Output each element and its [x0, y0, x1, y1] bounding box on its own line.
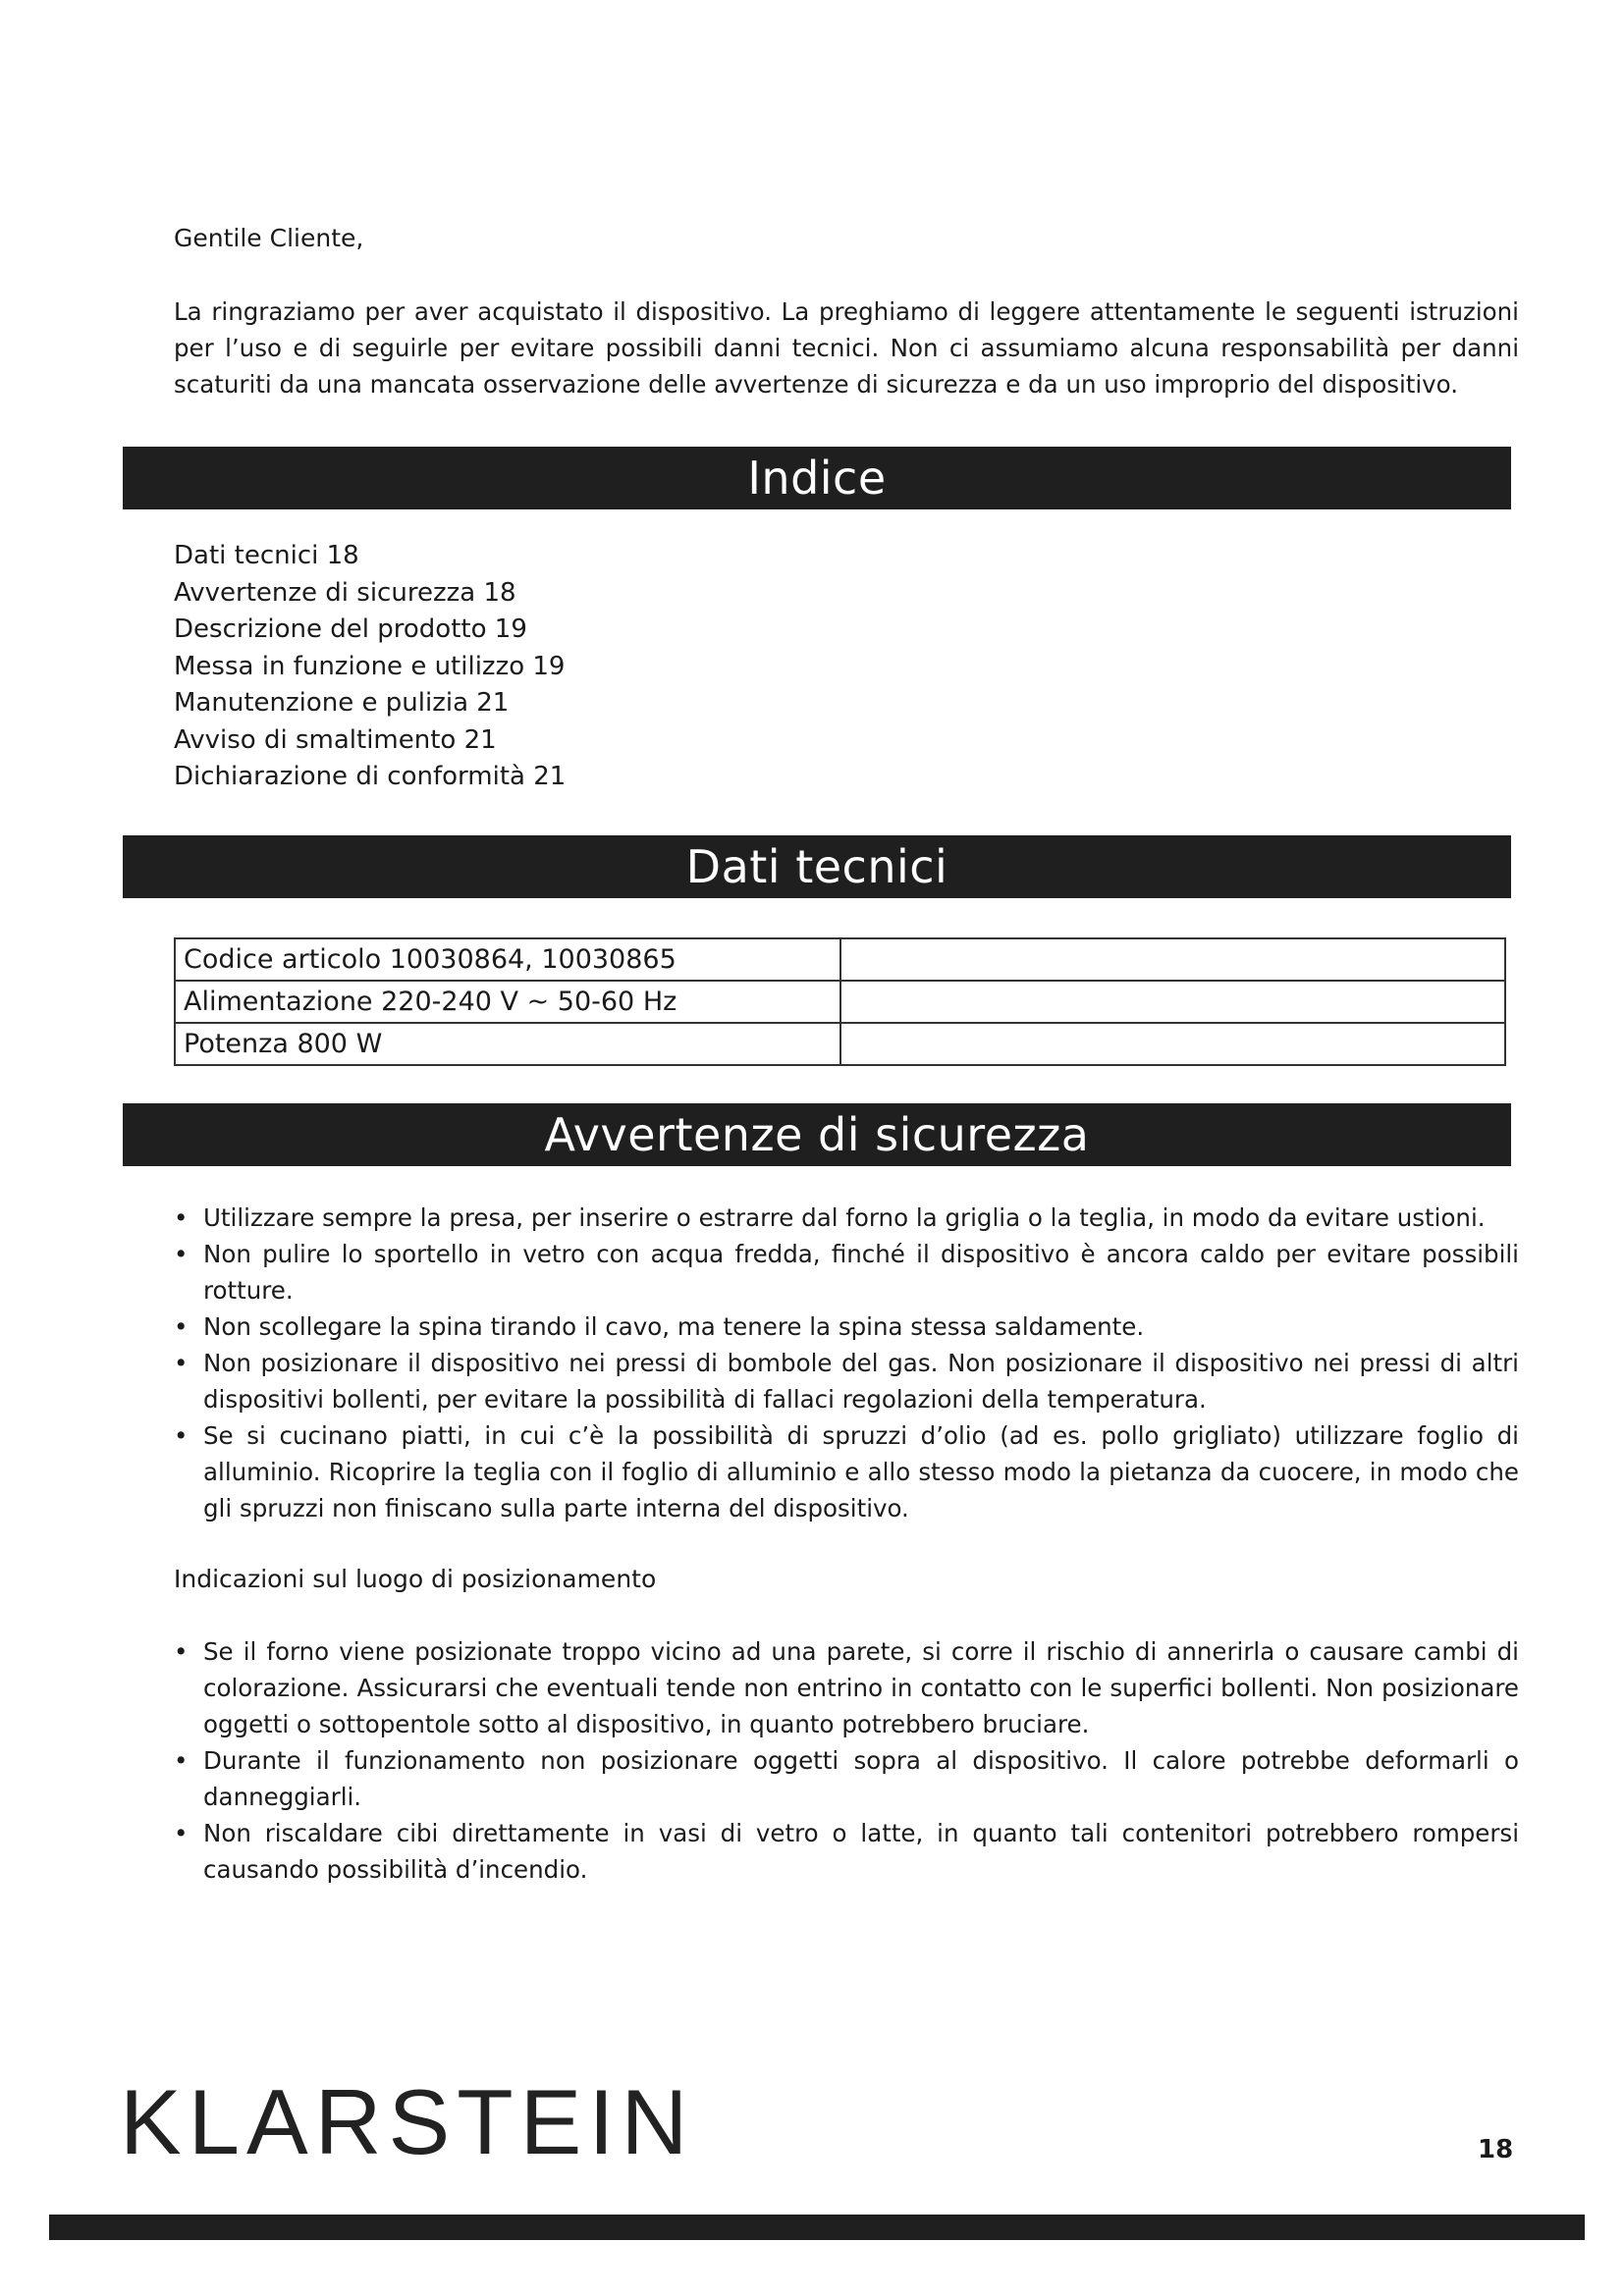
list-item: [174, 1200, 1519, 1236]
page-number: 18: [1478, 2135, 1514, 2164]
table-row: [175, 981, 1505, 1023]
bullet: •: [174, 1312, 189, 1341]
list-item-text: Durante il funzionamento non posizionare oggetti sopra al dispositivo. Il calore potrebbe deformarli o danneggiarli.: [203, 1746, 1519, 1811]
list-item: [174, 1308, 1519, 1345]
table-row: [175, 938, 1505, 981]
intro-paragraph: La ringraziamo per aver acquistato il dispositivo. La preghiamo di leggere attentamente le seguenti istruzioni per l’uso e di seguirle per evitare possibili danni tecnici. Non ci assumiamo alcuna responsabilità per danni scaturiti da una mancata osservazione delle avvertenze di sicurezza e da un uso improprio del dispositivo.: [174, 297, 1519, 399]
table-row: [175, 1023, 1505, 1065]
spec-cell: Codice articolo 10030864, 10030865: [175, 938, 840, 981]
spec-cell: Alimentazione 220-240 V ~ 50-60 Hz: [175, 981, 840, 1023]
list-item: [174, 1742, 1519, 1815]
section-header-indice: Indice: [123, 447, 1511, 509]
list-item: [174, 1417, 1519, 1526]
list-item: [174, 1236, 1519, 1308]
bullet: •: [174, 1203, 189, 1232]
footer-bar: [49, 2215, 1585, 2240]
toc-item: Descrizione del prodotto 19: [174, 614, 527, 644]
specs-table: [174, 937, 1506, 1066]
bullet: •: [174, 1349, 189, 1377]
brand-logo: KLARSTEIN: [120, 2070, 695, 2173]
list-item-text: Utilizzare sempre la presa, per inserire o estrarre dal forno la griglia o la teglia, in modo da evitare ustioni.: [203, 1203, 1486, 1232]
toc-item: Dichiarazione di conformità 21: [174, 762, 567, 791]
bullet: •: [174, 1637, 189, 1666]
section-header-dati-tecnici: Dati tecnici: [123, 835, 1511, 898]
list-item-text: Non pulire lo sportello in vetro con acqua fredda, finché il dispositivo è ancora caldo per evitare possibili rotture.: [203, 1240, 1519, 1305]
list-item: [174, 1345, 1519, 1417]
spec-cell: [840, 1023, 1505, 1065]
safety-list: [174, 1200, 1519, 1526]
list-item-text: Se il forno viene posizionate troppo vicino ad una parete, si corre il rischio di annerirla o causare cambi di colorazione. Assicurarsi che eventuali tende non entrino in contatto con le superfici bollenti. Non posizionare oggetti o sottopentole sotto al dispositivo, in quanto potrebbero bruciare.: [203, 1637, 1519, 1738]
table-of-contents: [174, 538, 566, 796]
list-item-text: Se si cucinano piatti, in cui c’è la possibilità di spruzzi d’olio (ad es. pollo grigliato) utilizzare foglio di alluminio. Ricoprire la teglia con il foglio di alluminio e allo stesso modo la pietanza da cuocere, in modo che gli spruzzi non finiscano sulla parte interna del dispositivo.: [203, 1421, 1519, 1522]
toc-item: Messa in funzione e utilizzo 19: [174, 651, 566, 681]
toc-item: Dati tecnici 18: [174, 541, 359, 570]
spec-cell: [840, 981, 1505, 1023]
list-item-text: Non scollegare la spina tirando il cavo, ma tenere la spina stessa saldamente.: [203, 1312, 1145, 1341]
bullet: •: [174, 1746, 189, 1775]
bullet: •: [174, 1819, 189, 1847]
section-header-avvertenze: Avvertenze di sicurezza: [123, 1103, 1511, 1166]
list-item-text: Non posizionare il dispositivo nei pressi di bombole del gas. Non posizionare il dispositivo nei pressi di altri dispositivi bollenti, per evitare la possibilità di fallaci regolazioni della temperatura.: [203, 1349, 1519, 1414]
placement-list: [174, 1633, 1519, 1888]
list-item-text: Non riscaldare cibi direttamente in vasi di vetro o latte, in quanto tali contenitori potrebbero rompersi causando possibilità d’incendio.: [203, 1819, 1519, 1884]
toc-item: Avvertenze di sicurezza 18: [174, 577, 516, 608]
placement-heading: Indicazioni sul luogo di posizionamento: [174, 1565, 657, 1593]
list-item: [174, 1815, 1519, 1888]
toc-item: Avviso di smaltimento 21: [174, 724, 497, 755]
toc-item: Manutenzione e pulizia 21: [174, 688, 510, 718]
greeting: Gentile Cliente,: [174, 224, 364, 252]
bullet: •: [174, 1240, 189, 1268]
spec-cell: [840, 938, 1505, 981]
bullet: •: [174, 1421, 189, 1450]
spec-cell: Potenza 800 W: [175, 1023, 840, 1065]
list-item: [174, 1633, 1519, 1742]
